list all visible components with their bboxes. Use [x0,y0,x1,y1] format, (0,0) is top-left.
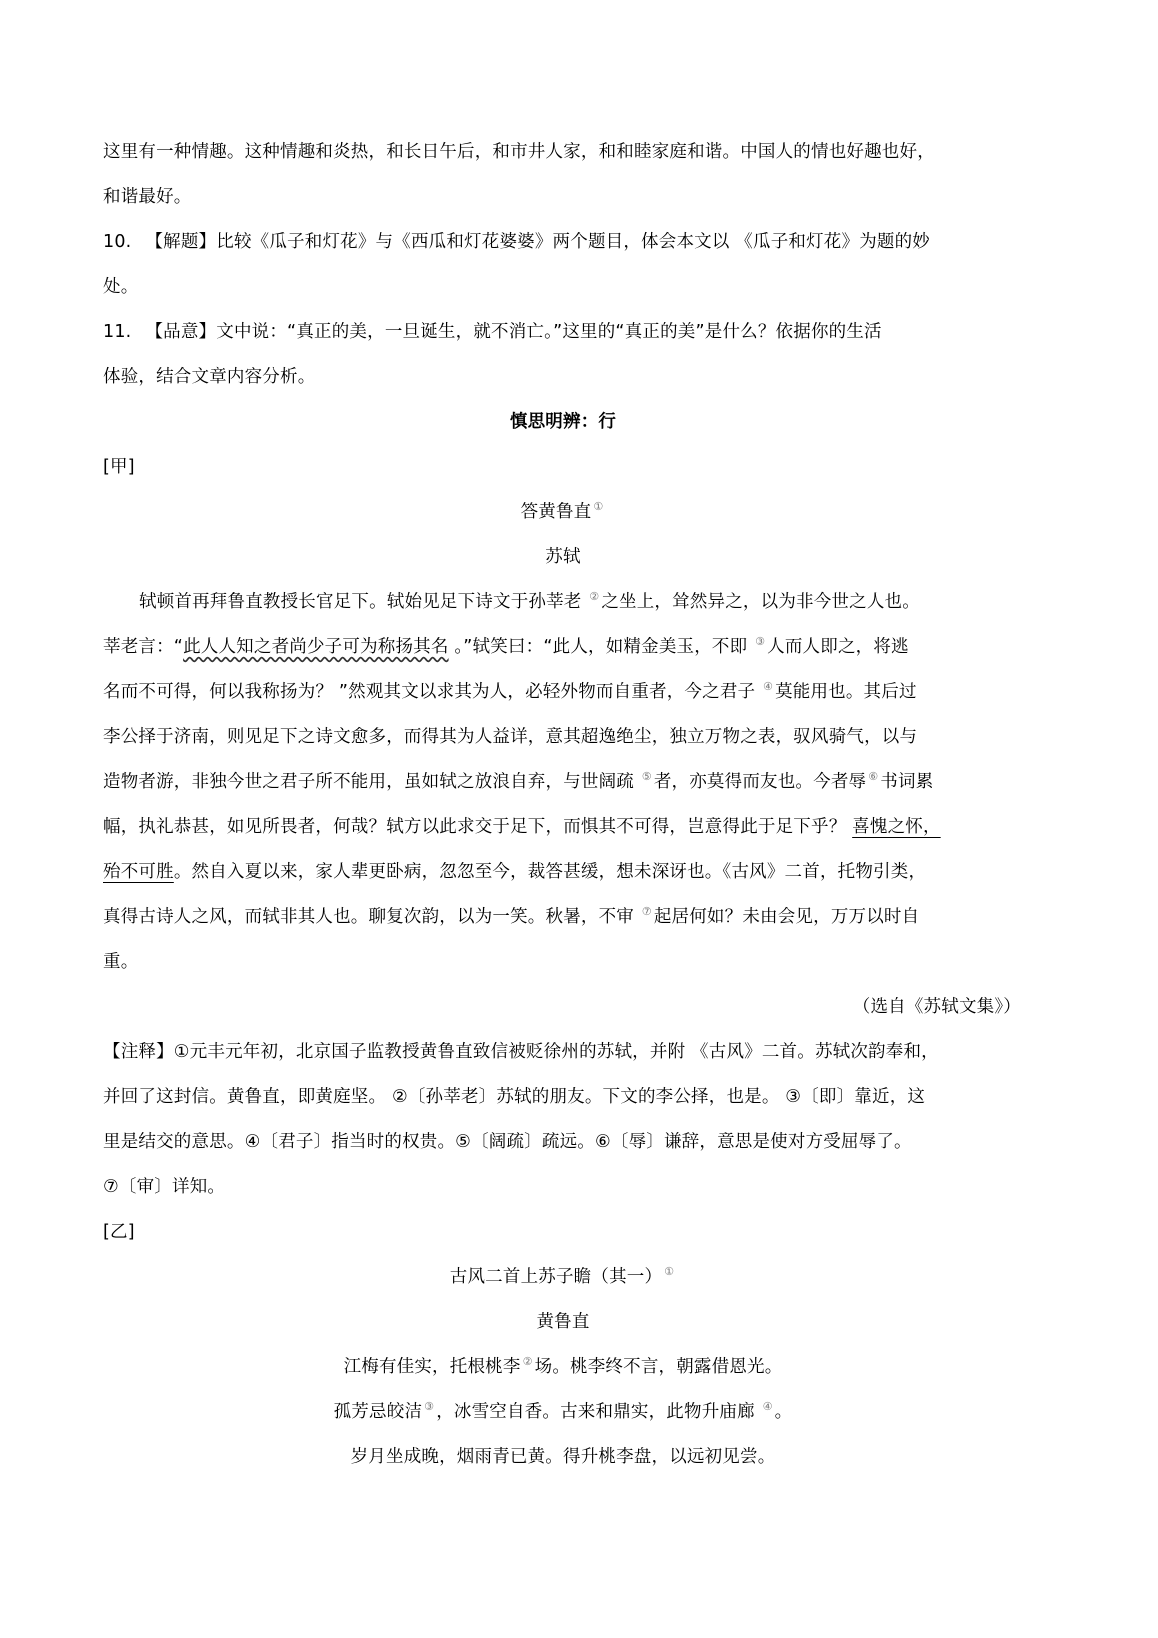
footnote-marker: ① [593,500,604,514]
text: 人而人即之，将逃 [767,637,909,657]
text: 起居何如？未由会见，万万以时自 [653,907,920,927]
letter-line [103,940,1023,985]
question-10-cont: 处。 [103,277,139,297]
question-number: 11. [103,322,132,342]
part-a-title [103,490,1023,535]
footnote-marker: ④ [762,1400,773,1414]
question-11 [103,310,1023,355]
question-10 [103,220,1023,265]
annotation-line: ⑦〔审〕详知。 [103,1177,226,1197]
text: 江梅有佳实，托根桃李 [343,1357,521,1377]
document-page [103,130,1023,1480]
text: 轼顿首再拜鲁直教授长官足下。轼始见足下诗文于孙莘老 [139,592,588,612]
letter-line [103,895,1023,940]
question-text: 比较《瓜子和灯花》与《西瓜和灯花婆婆》两个题目，体会本文以 《瓜子和灯花》为题的妙 [216,232,931,252]
poem-line [103,1435,1023,1480]
part-b-label: [乙] [103,1222,135,1242]
underlined-sentence: 殆不可胜 [103,862,174,882]
footnote-marker: ⑤ [641,770,652,784]
question-tag: 【品意】 [145,322,217,342]
poem-line [103,1345,1023,1390]
question-text: 文中说：“真正的美，一旦诞生，就不消亡。”这里的“真正的美”是什么？依据你的生活 [216,322,882,342]
text: 。”轼笑曰：“此人，如精金美玉，不即 [448,637,754,657]
footnote-marker: ② [522,1355,533,1369]
part-b-title [103,1255,1023,1300]
text: 者，亦莫得而友也。今者辱 [653,772,867,792]
footnote-marker: ⑦ [641,905,652,919]
question-number: 10. [103,232,132,252]
title-text: 古风二首上苏子瞻（其一） [449,1267,663,1287]
text: 莘老言：“ [103,637,184,657]
text: 之坐上，耸然异之，以为非今世之人也。 [601,592,920,612]
text: 。 [774,1402,793,1422]
text: 。然自入夏以来，家人辈更卧病，忽忽至今，裁答甚缓，想未深讶也。《古风》二首，托物引类， [173,862,927,882]
text: 李公择于济南，则见足下之诗文愈多，而得其为人益详，意其超逸绝尘，独立万物之表，驭风骑气，以与 [103,727,918,747]
intro-line: 这里有一种情趣。这种情趣和炎热，和长日午后，和市井人家，和和睦家庭和谐。中国人的情也好趣也好， [103,142,935,162]
text: 书词累 [880,772,934,792]
annotation-line: 并回了这封信。黄鲁直，即黄庭坚。 ②〔孙莘老〕苏轼的朋友。下文的李公择，也是。 ③〔即〕靠近，这 [103,1087,926,1107]
title-text: 答黄鲁直 [520,502,592,522]
poem-line [103,1390,1023,1435]
footnote-marker: ③ [755,635,766,649]
text: 莫能用也。其后过 [775,682,917,702]
source-citation: （选自《苏轼文集》） [852,997,1021,1017]
letter-line [103,625,1023,670]
letter-line [103,850,1023,895]
underlined-sentence: 喜愧之怀， [852,817,941,837]
intro-line: 和谐最好。 [103,187,192,207]
text: 重。 [103,952,139,972]
footnote-marker: ③ [424,1400,435,1414]
footnote-marker: ① [664,1265,675,1279]
footnote-marker: ⑥ [868,770,879,784]
part-a-author: 苏轼 [545,547,581,567]
section-title: 慎思明辨：行 [509,412,617,432]
text: 真得古诗人之风，而轼非其人也。聊复次韵，以为一笑。秋暑，不审 [103,907,640,927]
text: ，冰雪空自香。古来和鼎实，此物升庙廊 [436,1402,761,1422]
text: 名而不可得，何以我称扬为？ ”然观其文以求其为人，必轻外物而自重者，今之君子 [103,682,761,702]
annotation-line: 【注释】①元丰元年初，北京国子监教授黄鲁直致信被贬徐州的苏轼，并附 《古风》二首。苏轼次韵奉和， [103,1042,939,1062]
part-b-author: 黄鲁直 [536,1312,590,1332]
letter-line [103,580,1023,625]
text: 孤芳忌皎洁 [333,1402,423,1422]
footnote-marker: ② [589,590,600,604]
letter-line [103,715,1023,760]
footnote-marker: ④ [763,680,774,694]
letter-line [103,760,1023,805]
letter-line [103,805,1023,850]
text: 幅，执礼恭甚，如见所畏者，何哉？轼方以此求交于足下，而惧其不可得，岂意得此于足下乎？ [103,817,853,837]
letter-line [103,670,1023,715]
text: 造物者游，非独今世之君子所不能用，虽如轼之放浪自弃，与世阔疏 [103,772,640,792]
annotation-line: 里是结交的意思。④〔君子〕指当时的权贵。⑤〔阔疏〕疏远。⑥〔辱〕谦辞，意思是使对方受屈辱了。 [103,1132,912,1152]
part-a-label: [甲] [103,457,135,477]
question-11-cont: 体验，结合文章内容分析。 [103,367,316,387]
text: 场。桃李终不言，朝露借恩光。 [534,1357,783,1377]
wavy-underlined-sentence: 此人人知之者尚少子可为称扬其名 [183,637,449,657]
question-tag: 【解题】 [145,232,217,252]
text: 岁月坐成晚，烟雨青已黄。得升桃李盘，以远初见尝。 [350,1447,776,1467]
